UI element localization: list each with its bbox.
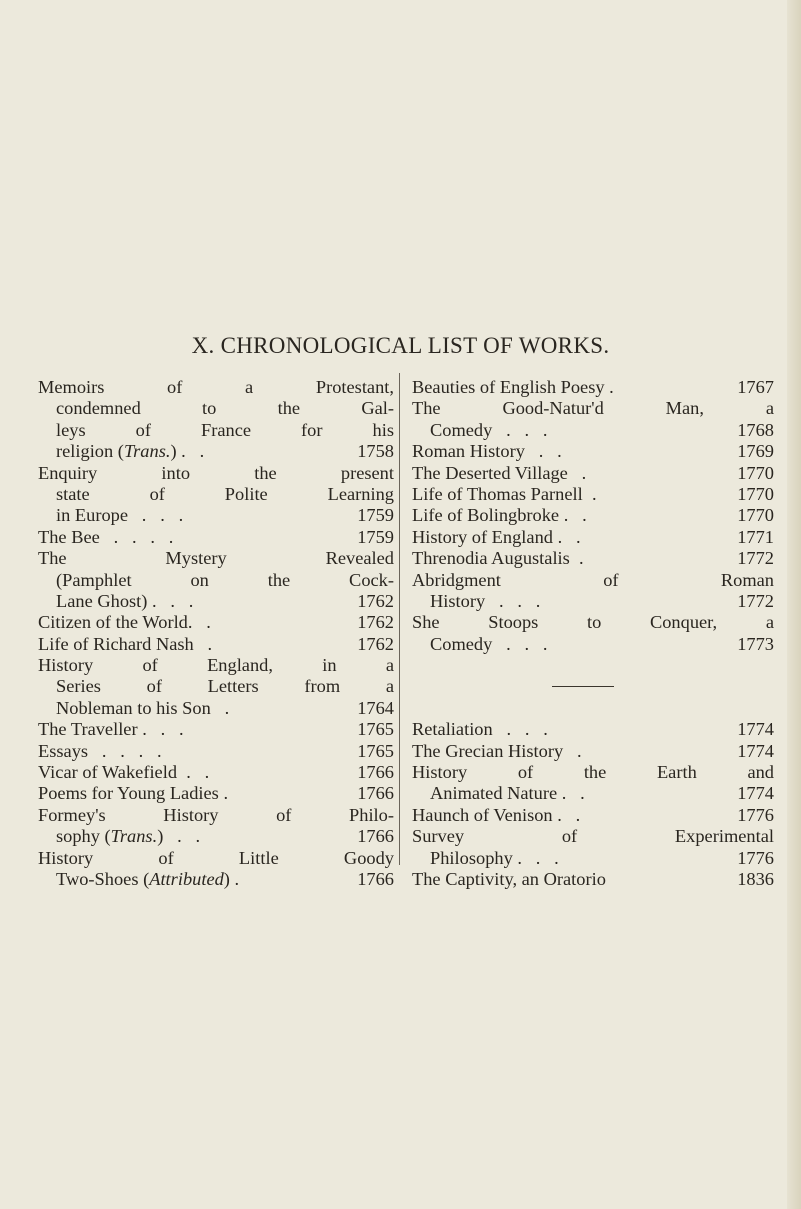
work-title-text: Haunch of Venison xyxy=(412,804,553,825)
page-edge xyxy=(787,0,801,1209)
work-title-final-line xyxy=(38,612,394,633)
work-year: 1770 xyxy=(737,483,774,504)
work-title-text: Comedy xyxy=(430,633,493,654)
dot-leader: . . xyxy=(163,826,201,847)
work-title-text: Citizen of the World xyxy=(38,612,188,633)
work-title-final-line xyxy=(412,634,774,655)
work-entry xyxy=(38,741,394,762)
work-title-final-line xyxy=(38,719,394,740)
dot-leader: . . xyxy=(524,441,562,462)
work-note-close: ) xyxy=(157,826,164,847)
work-title-text: The Bee xyxy=(38,526,100,547)
work-title-text: Beauties of English Poesy xyxy=(412,377,605,397)
work-entry xyxy=(412,505,774,526)
work-title-text: Essays xyxy=(38,740,89,761)
dot-leader: . . . xyxy=(485,590,541,611)
work-entry xyxy=(412,548,774,569)
spacer xyxy=(412,698,774,719)
work-entry xyxy=(412,869,774,890)
work-year: 1776 xyxy=(737,804,774,825)
work-entry xyxy=(38,783,394,804)
work-entry xyxy=(412,484,774,505)
work-title-text: Philosophy xyxy=(430,847,513,868)
work-year: 1766 xyxy=(357,762,394,783)
column-divider xyxy=(399,373,400,865)
work-title-line: The Good-Natur'd Man, a xyxy=(412,398,774,419)
work-year: 1771 xyxy=(737,526,774,547)
work-entry xyxy=(38,655,394,719)
work-entry xyxy=(412,398,774,441)
work-year: 1774 xyxy=(737,740,774,761)
dot-leader: . xyxy=(563,740,582,761)
work-title-final-line xyxy=(412,869,774,890)
work-title-line: Survey of Experimental xyxy=(412,826,774,847)
work-year: 1772 xyxy=(737,590,774,611)
work-title-line: Formey's History of Philo- xyxy=(38,804,394,825)
work-title-final-line xyxy=(38,698,394,719)
work-title-text: Animated Nature xyxy=(430,783,558,804)
work-entry xyxy=(38,527,394,548)
work-title-final-line xyxy=(412,719,774,740)
work-title-final-line xyxy=(412,741,774,762)
work-year: 1762 xyxy=(357,612,394,633)
work-entry xyxy=(38,762,394,783)
work-entry xyxy=(412,570,774,613)
work-entry xyxy=(38,377,394,463)
work-title-line: History of Little Goody xyxy=(38,847,394,868)
work-title-text: Nobleman to his Son xyxy=(56,697,211,718)
work-entry xyxy=(412,826,774,869)
work-title-line: History of the Earth and xyxy=(412,762,774,783)
work-note-italic: Trans. xyxy=(123,441,171,462)
work-title-text: History of England xyxy=(412,526,553,547)
dot-leader: . xyxy=(193,633,213,654)
work-entry xyxy=(38,463,394,527)
work-title-final-line xyxy=(412,484,774,505)
work-title-final-line xyxy=(38,505,394,526)
dot-leader: . . . xyxy=(512,847,559,868)
work-entry xyxy=(412,762,774,805)
work-entry xyxy=(38,612,394,633)
work-year: 1774 xyxy=(737,783,774,804)
work-entry xyxy=(38,805,394,848)
work-year: 1765 xyxy=(357,719,394,740)
work-title-final-line xyxy=(412,463,774,484)
work-title-final-line xyxy=(38,783,394,804)
work-title-final-line xyxy=(38,634,394,655)
dot-leader: . . . xyxy=(492,633,548,654)
work-title-final-line xyxy=(38,441,394,462)
spacer xyxy=(412,655,774,676)
dot-leader: . xyxy=(567,462,587,483)
dot-leader: . . xyxy=(552,804,581,825)
work-title-text: Life of Richard Nash xyxy=(38,633,194,654)
work-title-final-line xyxy=(38,527,394,548)
work-title-final-line xyxy=(412,420,774,441)
dot-leader: . xyxy=(569,548,584,569)
work-title-text: The Deserted Village xyxy=(412,462,568,483)
dot-leader: . . xyxy=(176,441,205,462)
work-year: 1774 xyxy=(737,719,774,740)
work-year: 1762 xyxy=(357,590,394,611)
work-entry xyxy=(412,441,774,462)
page-title: X. CHRONOLOGICAL LIST OF WORKS. xyxy=(191,333,610,358)
dot-leader: . . xyxy=(559,505,587,526)
work-year: 1772 xyxy=(737,548,774,569)
dot-leader: . . . . xyxy=(88,740,162,761)
dot-leader: . xyxy=(604,377,614,397)
work-note-italic: Attributed xyxy=(149,868,224,889)
work-year: 1766 xyxy=(357,783,394,804)
work-entry xyxy=(412,377,774,398)
dot-leader: . . . xyxy=(492,719,548,740)
work-title-text: sophy ( xyxy=(56,826,111,847)
work-year: 1770 xyxy=(737,462,774,483)
dot-leader: . . xyxy=(177,762,210,783)
work-title-final-line xyxy=(412,848,774,869)
dot-leader: . . xyxy=(552,526,581,547)
work-entry xyxy=(412,741,774,762)
work-title-line: Enquiry into the present xyxy=(38,462,394,483)
section-rule-line xyxy=(552,686,614,687)
work-title-final-line xyxy=(412,783,774,804)
work-entry xyxy=(38,634,394,655)
work-year: 1773 xyxy=(737,633,774,654)
dot-leader: . . xyxy=(557,783,585,804)
work-year: 1767 xyxy=(737,377,774,397)
work-title-text: religion ( xyxy=(56,441,124,462)
work-title-text: History xyxy=(430,590,486,611)
work-title-text: Roman History xyxy=(412,441,525,462)
work-title-text: The Grecian History xyxy=(412,740,564,761)
dot-leader: . . . xyxy=(128,505,184,526)
work-entry xyxy=(38,548,394,612)
work-title-final-line xyxy=(38,869,394,890)
work-year: 1762 xyxy=(357,633,394,654)
work-year: 1776 xyxy=(737,847,774,868)
dot-leader: . . . . xyxy=(99,526,174,547)
work-year: 1759 xyxy=(357,505,394,526)
work-year: 1836 xyxy=(737,868,774,889)
work-entry xyxy=(412,719,774,740)
work-entry xyxy=(38,719,394,740)
work-entry xyxy=(38,848,394,891)
work-title-text: The Traveller xyxy=(38,719,138,740)
work-year: 1769 xyxy=(737,441,774,462)
work-title-line: Memoirs of a Protestant, xyxy=(38,377,394,397)
work-year: 1770 xyxy=(737,505,774,526)
work-entry xyxy=(412,463,774,484)
work-entry xyxy=(412,527,774,548)
dot-leader: . xyxy=(229,868,240,889)
work-title-line: The Mystery Revealed xyxy=(38,548,394,569)
work-note-close: ) xyxy=(170,441,177,462)
work-year: 1768 xyxy=(737,419,774,440)
dot-leader: . . . xyxy=(137,719,184,740)
work-title-final-line xyxy=(38,591,394,612)
work-title-final-line xyxy=(412,548,774,569)
work-title-line: Abridgment of Roman xyxy=(412,569,774,590)
work-year: 1766 xyxy=(357,868,394,889)
work-year: 1758 xyxy=(357,441,394,462)
dot-leader: . xyxy=(218,783,229,804)
work-year: 1764 xyxy=(357,697,394,718)
section-rule xyxy=(412,676,774,697)
dot-leader: . . xyxy=(187,612,211,633)
work-year: 1759 xyxy=(357,526,394,547)
work-title-text: Life of Thomas Parnell xyxy=(412,483,583,504)
work-year: 1766 xyxy=(357,826,394,847)
work-year: 1765 xyxy=(357,740,394,761)
work-title-final-line xyxy=(412,527,774,548)
work-title-final-line xyxy=(412,377,774,398)
work-title-text: Life of Bolingbroke xyxy=(412,505,560,526)
work-entry xyxy=(412,612,774,655)
work-title-final-line xyxy=(412,505,774,526)
work-title-final-line xyxy=(38,826,394,847)
work-title-final-line xyxy=(38,741,394,762)
work-title-final-line xyxy=(412,805,774,826)
work-note-close: ) xyxy=(223,868,230,889)
work-title-text: Lane Ghost) xyxy=(56,590,148,611)
dot-leader: . xyxy=(582,483,597,504)
work-title-text: The Captivity, an Oratorio xyxy=(412,868,606,889)
work-title-line: She Stoops to Conquer, a xyxy=(412,612,774,633)
dot-leader: . . . xyxy=(492,419,548,440)
work-title-text: Threnodia Augustalis xyxy=(412,548,570,569)
work-title-final-line xyxy=(412,591,774,612)
work-entry xyxy=(412,805,774,826)
work-title-line: Series of Letters from a xyxy=(56,676,394,697)
work-title-text: Two-Shoes ( xyxy=(56,868,150,889)
work-title-final-line xyxy=(38,762,394,783)
work-title-text: Comedy xyxy=(430,419,493,440)
work-note-italic: Trans. xyxy=(110,826,158,847)
work-title-line: History of England, in a xyxy=(38,655,394,676)
work-title-text: in Europe xyxy=(56,505,129,526)
work-title-line: leys of France for his xyxy=(56,419,394,440)
work-title-line: state of Polite Learning xyxy=(56,483,394,504)
works-column-right xyxy=(412,377,774,890)
work-title-text: Retaliation xyxy=(412,719,493,740)
work-title-final-line xyxy=(412,441,774,462)
dot-leader: . . . xyxy=(147,590,194,611)
work-title-line: condemned to the Gal- xyxy=(56,398,394,419)
work-title-line: (Pamphlet on the Cock- xyxy=(56,569,394,590)
dot-leader: . xyxy=(210,697,230,718)
works-column-left xyxy=(38,377,394,890)
work-title-text: Poems for Young Ladies xyxy=(38,783,219,804)
work-title-text: Vicar of Wakefield xyxy=(38,762,178,783)
